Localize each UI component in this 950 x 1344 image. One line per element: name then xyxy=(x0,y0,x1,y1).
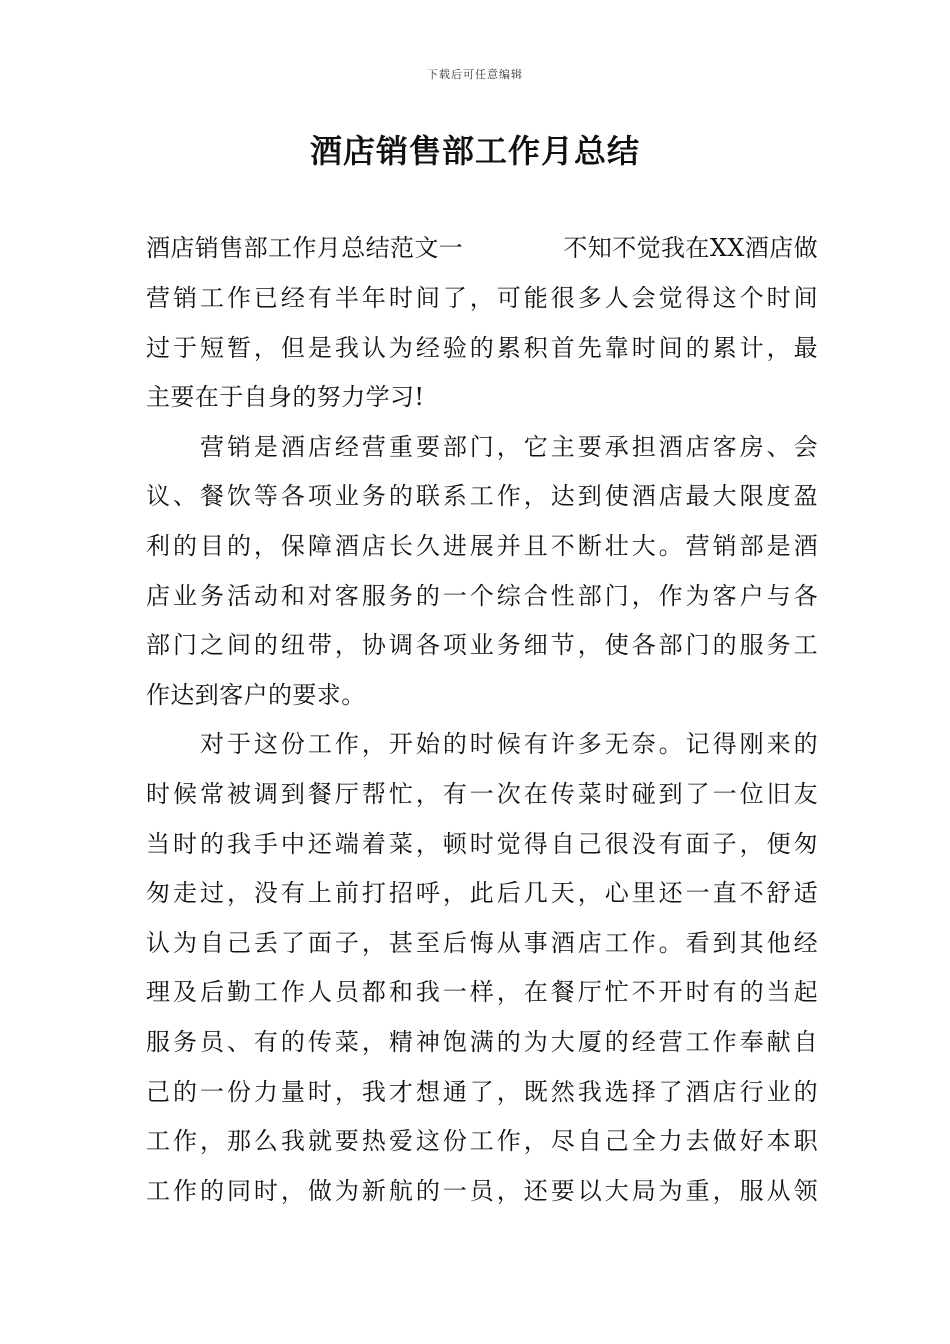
text-line: 工作，那么我就要热爱这份工作，尽自己全力去做好本职 xyxy=(146,1127,818,1155)
text-line: 利的目的，保障酒店长久进展并且不断壮大。营销部是酒 xyxy=(146,532,818,560)
text-line: 作达到客户的要求。 xyxy=(146,681,366,709)
text-line: 主要在于自身的努力学习! xyxy=(146,383,425,411)
text-line: 认为自己丢了面子，甚至后悔从事酒店工作。看到其他经 xyxy=(146,929,818,957)
text-line: 营销是酒店经营重要部门，它主要承担酒店客房、会 xyxy=(146,433,818,461)
text-line: 营销工作已经有半年时间了，可能很多人会觉得这个时间 xyxy=(146,284,818,312)
text-line: 过于短暂，但是我认为经验的累积首先靠时间的累计，最 xyxy=(146,334,818,362)
text-line: 己的一份力量时，我才想通了，既然我选择了酒店行业的 xyxy=(146,1078,818,1106)
text-line: 议、餐饮等各项业务的联系工作，达到使酒店最大限度盈 xyxy=(146,482,818,510)
first-line xyxy=(146,232,818,264)
text-line: 时候常被调到餐厅帮忙，有一次在传菜时碰到了一位旧友 xyxy=(146,780,818,808)
text-line: 工作的同时，做为新航的一员，还要以大局为重，服从领 xyxy=(146,1177,818,1205)
text-line: 匆走过，没有上前打招呼，此后几天，心里还一直不舒适 xyxy=(146,879,818,907)
text-line: 当时的我手中还端着菜，顿时觉得自己很没有面子，便匆 xyxy=(146,830,818,858)
first-line-left: 酒店销售部工作月总结范文一 xyxy=(146,234,464,262)
text-line: 对于这份工作，开始的时候有许多无奈。记得刚来的 xyxy=(146,730,818,758)
first-line-right: 不知不觉我在XX酒店做 xyxy=(563,234,818,262)
text-line: 店业务活动和对客服务的一个综合性部门，作为客户与各 xyxy=(146,582,818,610)
header-note: 下载后可任意编辑 xyxy=(427,68,523,81)
text-line: 服务员、有的传菜，精神饱满的为大厦的经营工作奉献自 xyxy=(146,1028,818,1056)
text-line: 理及后勤工作人员都和我一样，在餐厅忙不开时有的当起 xyxy=(146,978,818,1006)
text-line: 部门之间的纽带，协调各项业务细节，使各部门的服务工 xyxy=(146,631,818,659)
document-title: 酒店销售部工作月总结 xyxy=(309,132,640,170)
